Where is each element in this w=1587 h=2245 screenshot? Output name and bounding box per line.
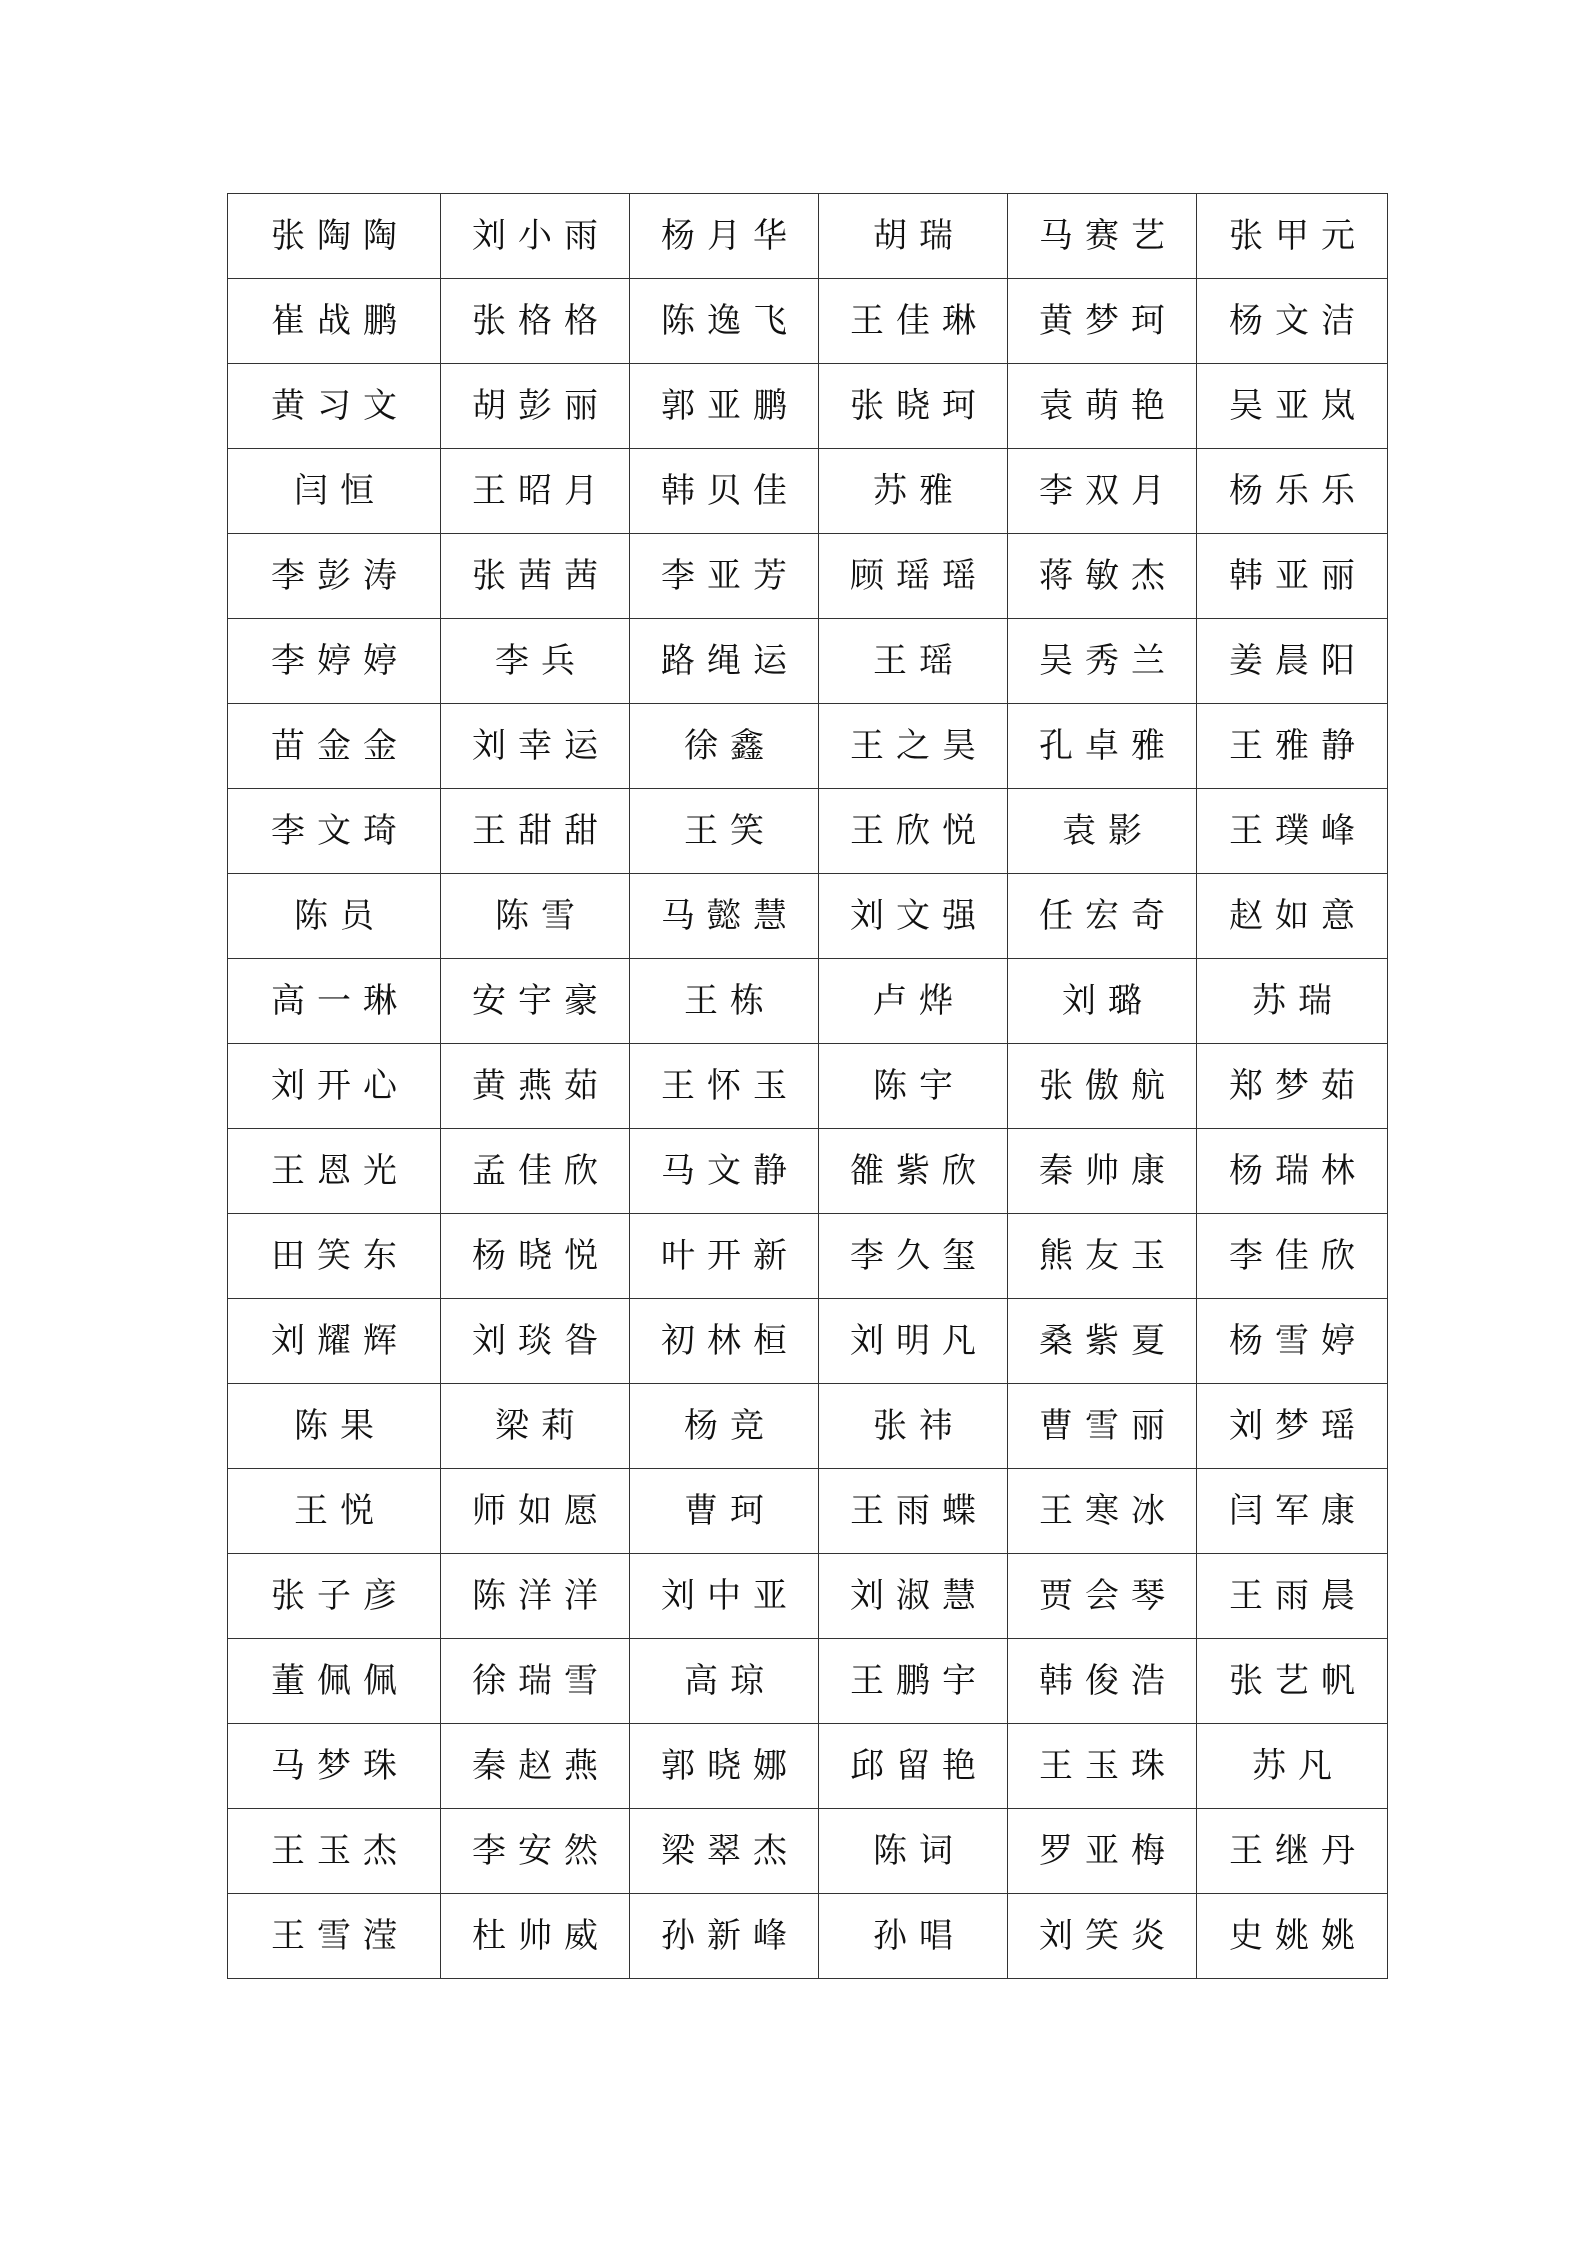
name-cell xyxy=(441,1639,630,1724)
name-text: 高一琳 xyxy=(271,981,409,1021)
table-row xyxy=(228,1469,1388,1554)
name-text: 王继丹 xyxy=(1229,1831,1367,1871)
name-text: 田笑东 xyxy=(271,1236,409,1276)
name-text: 王怀玉 xyxy=(661,1066,799,1106)
table-row xyxy=(228,1044,1388,1129)
name-text: 蒋敏杰 xyxy=(1039,556,1177,596)
name-text: 李兵 xyxy=(495,641,587,681)
name-text: 胡瑞 xyxy=(873,216,965,256)
name-text: 梁翠杰 xyxy=(661,1831,799,1871)
name-text: 安宇豪 xyxy=(472,981,610,1021)
name-cell xyxy=(819,1044,1008,1129)
name-cell xyxy=(1197,1469,1388,1554)
name-cell xyxy=(630,1554,819,1639)
name-cell xyxy=(630,619,819,704)
name-cell xyxy=(441,1469,630,1554)
name-cell xyxy=(819,1129,1008,1214)
name-text: 王玉杰 xyxy=(271,1831,409,1871)
name-cell xyxy=(819,704,1008,789)
name-text: 刘明凡 xyxy=(850,1321,988,1361)
name-text: 雒紫欣 xyxy=(850,1151,988,1191)
name-cell xyxy=(819,534,1008,619)
name-cell xyxy=(630,1469,819,1554)
name-cell xyxy=(441,959,630,1044)
name-cell xyxy=(630,1894,819,1979)
name-cell xyxy=(441,449,630,534)
name-text: 杨文洁 xyxy=(1229,301,1367,341)
name-text: 张陶陶 xyxy=(271,216,409,256)
name-text: 杨瑞林 xyxy=(1229,1151,1367,1191)
name-cell xyxy=(1008,1384,1197,1469)
name-cell xyxy=(1008,364,1197,449)
name-text: 徐鑫 xyxy=(684,726,776,766)
name-cell xyxy=(630,1639,819,1724)
name-text: 马赛艺 xyxy=(1039,216,1177,256)
name-text: 李婷婷 xyxy=(271,641,409,681)
table-row xyxy=(228,1724,1388,1809)
name-cell xyxy=(441,1724,630,1809)
table-row xyxy=(228,704,1388,789)
name-cell xyxy=(228,959,441,1044)
name-cell xyxy=(228,364,441,449)
name-text: 孔卓雅 xyxy=(1039,726,1177,766)
name-cell xyxy=(630,789,819,874)
name-cell xyxy=(441,704,630,789)
name-text: 王佳琳 xyxy=(850,301,988,341)
name-text: 陈洋洋 xyxy=(472,1576,610,1616)
name-text: 韩亚丽 xyxy=(1229,556,1367,596)
name-cell xyxy=(441,1554,630,1639)
name-text: 师如愿 xyxy=(472,1491,610,1531)
name-cell xyxy=(1008,1724,1197,1809)
name-cell xyxy=(228,1214,441,1299)
name-text: 杨竞 xyxy=(684,1406,776,1446)
name-text: 刘幸运 xyxy=(472,726,610,766)
name-text: 王雅静 xyxy=(1229,726,1367,766)
name-cell xyxy=(1197,874,1388,959)
name-text: 刘梦瑶 xyxy=(1229,1406,1367,1446)
name-cell xyxy=(1008,874,1197,959)
name-cell xyxy=(228,704,441,789)
name-text: 王恩光 xyxy=(271,1151,409,1191)
name-cell xyxy=(1008,194,1197,279)
name-cell xyxy=(228,619,441,704)
name-text: 王甜甜 xyxy=(472,811,610,851)
name-text: 马梦珠 xyxy=(271,1746,409,1786)
name-cell xyxy=(1197,1894,1388,1979)
name-text: 马懿慧 xyxy=(661,896,799,936)
name-cell xyxy=(228,789,441,874)
name-text: 杜帅威 xyxy=(472,1916,610,1956)
name-text: 郭亚鹏 xyxy=(661,386,799,426)
name-cell xyxy=(1008,1469,1197,1554)
name-text: 邱留艳 xyxy=(850,1746,988,1786)
name-text: 杨晓悦 xyxy=(472,1236,610,1276)
name-cell xyxy=(441,1129,630,1214)
name-text: 陈雪 xyxy=(495,896,587,936)
name-cell xyxy=(630,1129,819,1214)
name-cell xyxy=(1197,1044,1388,1129)
name-cell xyxy=(630,1384,819,1469)
name-cell xyxy=(1197,704,1388,789)
name-cell xyxy=(1008,1809,1197,1894)
name-text: 陈果 xyxy=(294,1406,386,1446)
name-text: 王雪滢 xyxy=(271,1916,409,1956)
name-cell xyxy=(441,194,630,279)
name-cell xyxy=(819,279,1008,364)
table-row xyxy=(228,789,1388,874)
name-text: 王之昊 xyxy=(850,726,988,766)
name-text: 刘琰昝 xyxy=(472,1321,610,1361)
name-cell xyxy=(630,1724,819,1809)
name-text: 桑紫夏 xyxy=(1039,1321,1177,1361)
name-text: 高琼 xyxy=(684,1661,776,1701)
name-cell xyxy=(630,959,819,1044)
name-cell xyxy=(228,1894,441,1979)
name-text: 张茜茜 xyxy=(472,556,610,596)
table-row xyxy=(228,1299,1388,1384)
name-text: 秦帅康 xyxy=(1039,1151,1177,1191)
name-text: 王悦 xyxy=(294,1491,386,1531)
name-text: 苏瑞 xyxy=(1252,981,1344,1021)
name-cell xyxy=(1008,1214,1197,1299)
name-text: 叶开新 xyxy=(661,1236,799,1276)
name-text: 曹雪丽 xyxy=(1039,1406,1177,1446)
name-cell xyxy=(819,364,1008,449)
name-text: 贾会琴 xyxy=(1039,1576,1177,1616)
name-text: 赵如意 xyxy=(1229,896,1367,936)
name-cell xyxy=(228,449,441,534)
table-row xyxy=(228,1894,1388,1979)
name-text: 杨乐乐 xyxy=(1229,471,1367,511)
table-row xyxy=(228,1214,1388,1299)
name-cell xyxy=(1008,1894,1197,1979)
name-text: 罗亚梅 xyxy=(1039,1831,1177,1871)
name-cell xyxy=(1197,1299,1388,1384)
name-cell xyxy=(441,364,630,449)
name-cell xyxy=(819,1724,1008,1809)
name-text: 黄习文 xyxy=(271,386,409,426)
name-text: 韩俊浩 xyxy=(1039,1661,1177,1701)
name-text: 张晓珂 xyxy=(850,386,988,426)
name-text: 王雨蝶 xyxy=(850,1491,988,1531)
name-table-body xyxy=(228,194,1388,1979)
name-text: 崔战鹏 xyxy=(271,301,409,341)
name-text: 苏雅 xyxy=(873,471,965,511)
name-cell xyxy=(441,534,630,619)
name-cell xyxy=(819,1554,1008,1639)
name-cell xyxy=(1008,1554,1197,1639)
table-row xyxy=(228,194,1388,279)
name-cell xyxy=(228,1044,441,1129)
name-cell xyxy=(1197,1384,1388,1469)
name-text: 王玉珠 xyxy=(1039,1746,1177,1786)
name-cell xyxy=(228,1384,441,1469)
name-text: 张子彦 xyxy=(271,1576,409,1616)
name-text: 顾瑶瑶 xyxy=(850,556,988,596)
name-text: 李安然 xyxy=(472,1831,610,1871)
name-text: 李文琦 xyxy=(271,811,409,851)
name-text: 孙新峰 xyxy=(661,1916,799,1956)
name-text: 王璞峰 xyxy=(1229,811,1367,851)
name-cell xyxy=(1008,1129,1197,1214)
name-cell xyxy=(1197,1724,1388,1809)
name-cell xyxy=(630,449,819,534)
name-text: 刘小雨 xyxy=(472,216,610,256)
table-row xyxy=(228,959,1388,1044)
name-text: 曹珂 xyxy=(684,1491,776,1531)
name-text: 王笑 xyxy=(684,811,776,851)
name-cell xyxy=(819,1469,1008,1554)
name-text: 吴亚岚 xyxy=(1229,386,1367,426)
name-text: 张艺帆 xyxy=(1229,1661,1367,1701)
name-text: 苏凡 xyxy=(1252,1746,1344,1786)
table-row xyxy=(228,364,1388,449)
name-text: 王栋 xyxy=(684,981,776,1021)
name-text: 刘璐 xyxy=(1062,981,1154,1021)
name-cell xyxy=(1008,704,1197,789)
name-text: 袁影 xyxy=(1062,811,1154,851)
name-text: 苗金金 xyxy=(271,726,409,766)
name-text: 黄燕茹 xyxy=(472,1066,610,1106)
name-cell xyxy=(630,1809,819,1894)
name-text: 闫军康 xyxy=(1229,1491,1367,1531)
name-cell xyxy=(441,619,630,704)
table-row xyxy=(228,1639,1388,1724)
table-row xyxy=(228,1384,1388,1469)
name-text: 吴秀兰 xyxy=(1039,641,1177,681)
name-text: 初林桓 xyxy=(661,1321,799,1361)
name-cell xyxy=(630,704,819,789)
name-cell xyxy=(819,1384,1008,1469)
name-text: 黄梦珂 xyxy=(1039,301,1177,341)
name-text: 刘淑慧 xyxy=(850,1576,988,1616)
name-text: 王寒冰 xyxy=(1039,1491,1177,1531)
name-cell xyxy=(441,1384,630,1469)
name-cell xyxy=(1197,789,1388,874)
name-cell xyxy=(1197,1639,1388,1724)
name-table xyxy=(227,193,1388,1979)
name-text: 李双月 xyxy=(1039,471,1177,511)
name-cell xyxy=(819,1809,1008,1894)
name-cell xyxy=(1197,194,1388,279)
name-text: 李亚芳 xyxy=(661,556,799,596)
name-cell xyxy=(1008,449,1197,534)
name-cell xyxy=(228,874,441,959)
name-cell xyxy=(1008,619,1197,704)
name-cell xyxy=(819,874,1008,959)
name-cell xyxy=(1008,1299,1197,1384)
name-cell xyxy=(1008,1044,1197,1129)
name-cell xyxy=(441,1809,630,1894)
name-text: 刘耀辉 xyxy=(271,1321,409,1361)
name-cell xyxy=(819,1894,1008,1979)
name-cell xyxy=(441,1894,630,1979)
name-text: 张傲航 xyxy=(1039,1066,1177,1106)
name-cell xyxy=(819,619,1008,704)
name-text: 徐瑞雪 xyxy=(472,1661,610,1701)
name-cell xyxy=(819,789,1008,874)
name-text: 梁莉 xyxy=(495,1406,587,1446)
name-cell xyxy=(441,874,630,959)
name-text: 卢烨 xyxy=(873,981,965,1021)
name-text: 姜晨阳 xyxy=(1229,641,1367,681)
name-text: 张祎 xyxy=(873,1406,965,1446)
name-text: 秦赵燕 xyxy=(472,1746,610,1786)
name-cell xyxy=(228,1469,441,1554)
name-cell xyxy=(441,1214,630,1299)
name-cell xyxy=(1008,959,1197,1044)
name-text: 路绳运 xyxy=(661,641,799,681)
name-cell xyxy=(1197,534,1388,619)
name-text: 李彭涛 xyxy=(271,556,409,596)
name-cell xyxy=(630,874,819,959)
name-cell xyxy=(228,1554,441,1639)
name-cell xyxy=(228,1809,441,1894)
name-text: 刘笑炎 xyxy=(1039,1916,1177,1956)
table-row xyxy=(228,449,1388,534)
name-cell xyxy=(630,1044,819,1129)
name-text: 李久玺 xyxy=(850,1236,988,1276)
name-cell xyxy=(630,534,819,619)
name-text: 闫恒 xyxy=(294,471,386,511)
name-text: 王瑶 xyxy=(873,641,965,681)
name-text: 王昭月 xyxy=(472,471,610,511)
name-cell xyxy=(819,449,1008,534)
name-text: 董佩佩 xyxy=(271,1661,409,1701)
name-cell xyxy=(1197,1809,1388,1894)
name-text: 胡彭丽 xyxy=(472,386,610,426)
name-cell xyxy=(228,1299,441,1384)
name-cell xyxy=(819,1214,1008,1299)
name-cell xyxy=(1197,1129,1388,1214)
name-text: 陈词 xyxy=(873,1831,965,1871)
name-text: 孟佳欣 xyxy=(472,1151,610,1191)
name-cell xyxy=(441,1299,630,1384)
name-text: 陈员 xyxy=(294,896,386,936)
name-cell xyxy=(228,1129,441,1214)
table-row xyxy=(228,619,1388,704)
name-text: 刘中亚 xyxy=(661,1576,799,1616)
name-cell xyxy=(1008,534,1197,619)
name-cell xyxy=(1197,279,1388,364)
name-cell xyxy=(441,789,630,874)
name-text: 张甲元 xyxy=(1229,216,1367,256)
name-cell xyxy=(1197,1554,1388,1639)
name-text: 王鹏宇 xyxy=(850,1661,988,1701)
name-cell xyxy=(1197,959,1388,1044)
name-cell xyxy=(228,279,441,364)
name-text: 袁萌艳 xyxy=(1039,386,1177,426)
name-cell xyxy=(441,279,630,364)
name-text: 史姚姚 xyxy=(1229,1916,1367,1956)
table-row xyxy=(228,1809,1388,1894)
name-text: 韩贝佳 xyxy=(661,471,799,511)
name-cell xyxy=(228,1724,441,1809)
name-cell xyxy=(1008,789,1197,874)
name-text: 杨雪婷 xyxy=(1229,1321,1367,1361)
name-text: 王雨晨 xyxy=(1229,1576,1367,1616)
name-cell xyxy=(819,194,1008,279)
name-text: 郭晓娜 xyxy=(661,1746,799,1786)
name-text: 郑梦茹 xyxy=(1229,1066,1367,1106)
name-text: 刘文强 xyxy=(850,896,988,936)
name-cell xyxy=(1197,619,1388,704)
name-cell xyxy=(630,1299,819,1384)
name-cell xyxy=(819,1639,1008,1724)
name-text: 熊友玉 xyxy=(1039,1236,1177,1276)
name-cell xyxy=(1008,1639,1197,1724)
name-cell xyxy=(1197,449,1388,534)
name-cell xyxy=(228,1639,441,1724)
name-text: 刘开心 xyxy=(271,1066,409,1106)
name-cell xyxy=(1197,1214,1388,1299)
name-cell xyxy=(819,1299,1008,1384)
name-cell xyxy=(630,1214,819,1299)
table-row xyxy=(228,1554,1388,1639)
name-cell xyxy=(630,194,819,279)
name-cell xyxy=(228,194,441,279)
table-row xyxy=(228,1129,1388,1214)
name-cell xyxy=(630,279,819,364)
name-cell xyxy=(630,364,819,449)
name-text: 陈宇 xyxy=(873,1066,965,1106)
name-text: 张格格 xyxy=(472,301,610,341)
table-row xyxy=(228,279,1388,364)
name-text: 孙唱 xyxy=(873,1916,965,1956)
name-cell xyxy=(441,1044,630,1129)
name-text: 杨月华 xyxy=(661,216,799,256)
name-cell xyxy=(1008,279,1197,364)
name-text: 王欣悦 xyxy=(850,811,988,851)
name-text: 李佳欣 xyxy=(1229,1236,1367,1276)
name-text: 任宏奇 xyxy=(1039,896,1177,936)
name-text: 陈逸飞 xyxy=(661,301,799,341)
name-text: 马文静 xyxy=(661,1151,799,1191)
name-cell xyxy=(819,959,1008,1044)
name-cell xyxy=(1197,364,1388,449)
table-row xyxy=(228,534,1388,619)
table-row xyxy=(228,874,1388,959)
name-cell xyxy=(228,534,441,619)
